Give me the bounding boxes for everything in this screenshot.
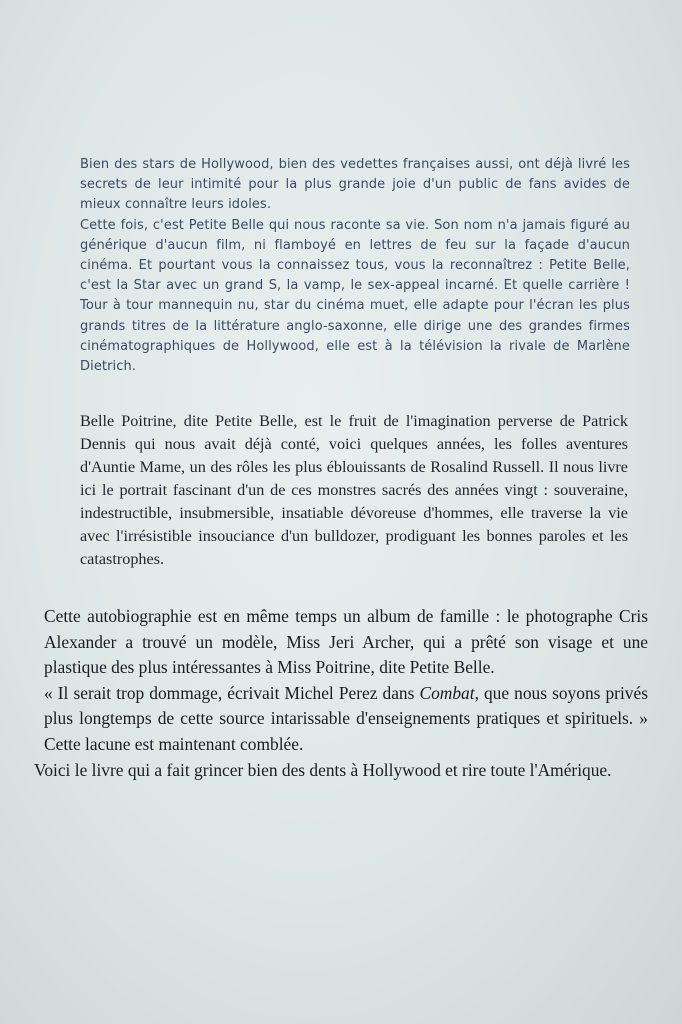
intro-text-block — [80, 155, 630, 377]
quote-after: , que nous soyons privés plus longtemps de cette source intarissable d'enseignements pratiques et spirituels. » Cette lacune est maintenant comblée. — [44, 682, 648, 754]
closing-paragraph: Voici le livre qui a fait grincer bien des dents à Hollywood et rire toute l'Amérique. — [34, 759, 612, 780]
author-paragraph: Belle Poitrine, dite Petite Belle, est le fruit de l'imagination perverse de Patrick Dennis qui nous avait déjà conté, voici quelques années, les folles aventures d'Auntie Mame, un des rôles les plus éblouissants de Rosalind Russell. Il nous livre ici le portrait fascinant d'un de ces monstres sacrés des années vingt : souveraine, indestructible, insubmersible, insatiable dévoreuse d'hommes, elle traverse la vie avec l'irrésistible insouciance d'un bulldozer, prodiguant les bonnes paroles et les catastrophes. — [80, 412, 628, 568]
story-paragraph: Cette fois, c'est Petite Belle qui nous raconte sa vie. Son nom n'a jamais figuré au générique d'aucun film, ni flamboyé en lettres de feu sur la façade d'aucun cinéma. Et pourtant vous la connaissez tous, vous la reconnaîtrez : Petite Belle, c'est la Star avec un grand S, la vamp, le sex-appeal incarné. Et quelle carrière ! Tour à tour mannequin nu, star du cinéma muet, elle adapte pour l'écran les plus grands titres de la littérature anglo-saxonne, elle dirige une des grandes firmes cinématographiques de Hollywood, elle est à la télévision la rivale de Marlène Dietrich. — [80, 217, 630, 375]
album-paragraph: Cette autobiographie est en même temps un album de famille : le photographe Cris Alexander a trouvé un modèle, Miss Jeri Archer, qui a prêté son visage et une plastique des plus intéressantes à Miss Poitrine, dite Petite Belle. — [44, 606, 648, 678]
author-text-block — [80, 410, 628, 571]
quote-source: Combat — [419, 682, 475, 703]
quote-paragraph — [44, 681, 648, 758]
closing-text-block — [34, 604, 648, 783]
quote-before: « Il serait trop dommage, écrivait Michel Perez dans — [44, 682, 420, 703]
intro-paragraph: Bien des stars de Hollywood, bien des vedettes françaises aussi, ont déjà livré les secrets de leur intimité pour la plus grande joie d'un public de fans avides de mieux connaître leurs idoles. — [80, 157, 630, 213]
